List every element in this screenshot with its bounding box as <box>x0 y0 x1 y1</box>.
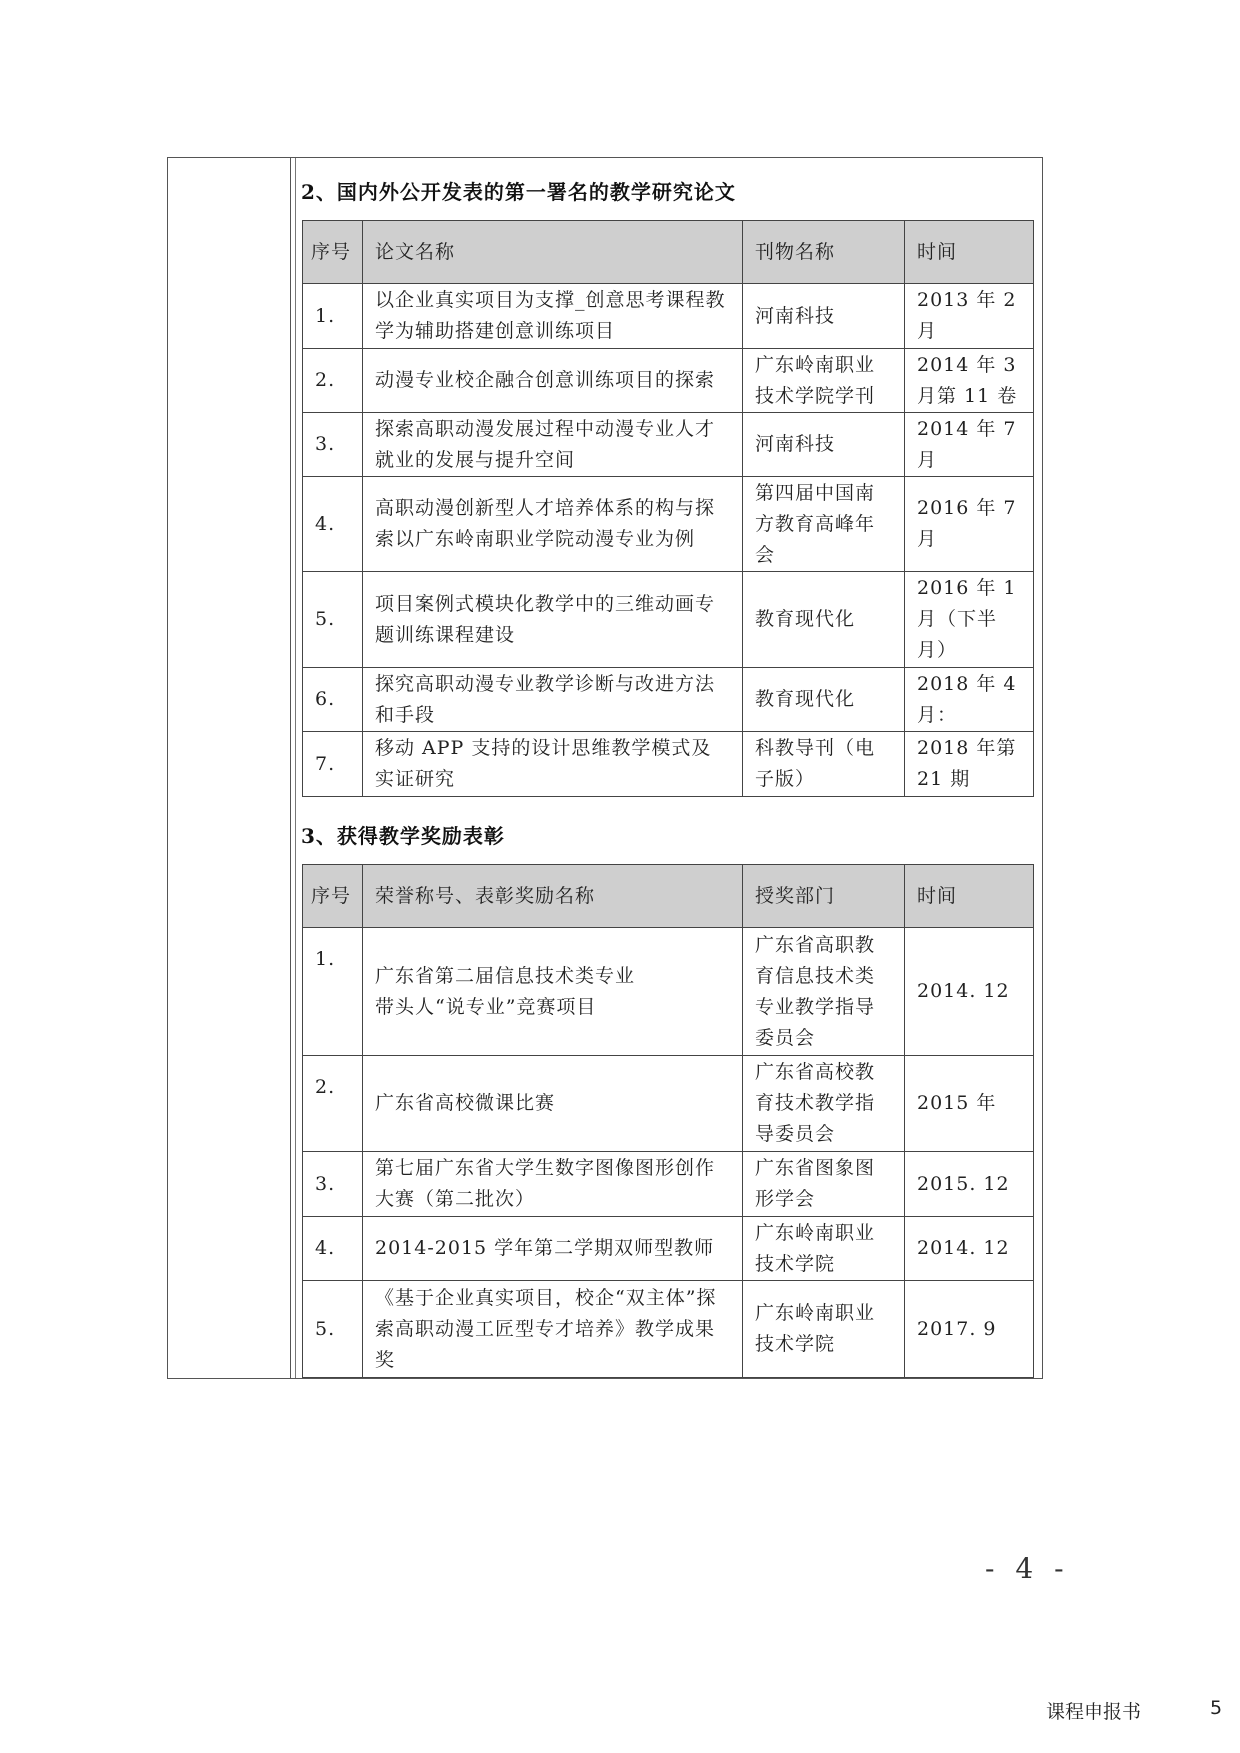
award-name <box>363 928 743 1056</box>
row-num: 3. <box>303 1152 363 1217</box>
table-row <box>303 477 1034 572</box>
table-row <box>303 1152 1034 1217</box>
paper-time: 2018 年 4 月： <box>905 668 1034 732</box>
footer-label: 课程申报书 <box>1046 1701 1142 1723</box>
row-num: 7. <box>303 732 363 797</box>
page-number: - 4 - <box>985 1552 1070 1585</box>
left-column <box>168 158 291 1378</box>
award-name-line2: 带头人“说专业”竞赛项目 <box>375 995 597 1018</box>
journal-name: 河南科技 <box>743 284 905 349</box>
row-num: 4. <box>303 1217 363 1281</box>
section3-title: 3、获得教学奖励表彰 <box>301 824 505 848</box>
award-time: 2014. 12 <box>905 1217 1034 1281</box>
row-num: 4. <box>303 477 363 572</box>
journal-name: 河南科技 <box>743 413 905 477</box>
table-row <box>303 1217 1034 1281</box>
papers-header-row <box>303 221 1034 284</box>
row-num: 2. <box>303 349 363 413</box>
row-num: 6. <box>303 668 363 732</box>
paper-time: 2014 年 3 月第 11 卷 <box>905 349 1034 413</box>
award-dept: 广东岭南职业技术学院 <box>743 1217 905 1281</box>
award-name-line1: 广东省第二届信息技术类专业 <box>375 964 636 987</box>
footer-page-number: 5 <box>1210 1697 1223 1719</box>
table-row <box>303 413 1034 477</box>
row-num: 5. <box>303 572 363 668</box>
paper-time: 2014 年 7 月 <box>905 413 1034 477</box>
award-time: 2015 年 <box>905 1056 1034 1152</box>
col-header-award: 荣誉称号、表彰奖励名称 <box>363 865 743 928</box>
award-dept: 广东省图象图形学会 <box>743 1152 905 1217</box>
table-row <box>303 349 1034 413</box>
award-dept: 广东省高职教育信息技术类专业教学指导委员会 <box>743 928 905 1056</box>
paper-name: 高职动漫创新型人才培养体系的构与探索以广东岭南职业学院动漫专业为例 <box>363 477 743 572</box>
award-dept: 广东省高校教育技术教学指导委员会 <box>743 1056 905 1152</box>
paper-name: 以企业真实项目为支撑_创意思考课程教学为辅助搭建创意训练项目 <box>363 284 743 349</box>
journal-name: 教育现代化 <box>743 572 905 668</box>
row-num: 3. <box>303 413 363 477</box>
journal-name: 教育现代化 <box>743 668 905 732</box>
col-header-name: 论文名称 <box>363 221 743 284</box>
table-row <box>303 732 1034 797</box>
paper-name: 移动 APP 支持的设计思维教学模式及实证研究 <box>363 732 743 797</box>
col-header-journal: 刊物名称 <box>743 221 905 284</box>
row-num: 1. <box>303 284 363 349</box>
row-num: 2. <box>303 1056 363 1152</box>
awards-table <box>302 864 1034 1378</box>
award-name: 《基于企业真实项目，校企“双主体”探索高职动漫工匠型专才培养》教学成果奖 <box>363 1281 743 1378</box>
row-num: 1. <box>303 928 363 1056</box>
row-num: 5. <box>303 1281 363 1378</box>
table-row <box>303 668 1034 732</box>
award-dept: 广东岭南职业技术学院 <box>743 1281 905 1378</box>
award-name: 2014-2015 学年第二学期双师型教师 <box>363 1217 743 1281</box>
table-row <box>303 572 1034 668</box>
award-name: 第七届广东省大学生数字图像图形创作大赛（第二批次） <box>363 1152 743 1217</box>
table-row <box>303 284 1034 349</box>
journal-name: 科教导刊（电子版） <box>743 732 905 797</box>
col-header-num: 序号 <box>303 865 363 928</box>
paper-time: 2016 年 7 月 <box>905 477 1034 572</box>
awards-header-row <box>303 865 1034 928</box>
col-header-dept: 授奖部门 <box>743 865 905 928</box>
col-header-time: 时间 <box>905 865 1034 928</box>
papers-table <box>302 220 1034 797</box>
paper-time: 2018 年第 21 期 <box>905 732 1034 797</box>
table-row <box>303 1056 1034 1152</box>
journal-name: 第四届中国南方教育高峰年会 <box>743 477 905 572</box>
section2-title: 2、国内外公开发表的第一署名的教学研究论文 <box>301 180 736 204</box>
paper-name: 探索高职动漫发展过程中动漫专业人才就业的发展与提升空间 <box>363 413 743 477</box>
paper-time: 2013 年 2 月 <box>905 284 1034 349</box>
award-name: 广东省高校微课比赛 <box>363 1056 743 1152</box>
col-header-time: 时间 <box>905 221 1034 284</box>
award-time: 2015. 12 <box>905 1152 1034 1217</box>
paper-name: 项目案例式模块化教学中的三维动画专题训练课程建设 <box>363 572 743 668</box>
paper-time: 2016 年 1 月（下半月） <box>905 572 1034 668</box>
table-row <box>303 928 1034 1056</box>
journal-name: 广东岭南职业技术学院学刊 <box>743 349 905 413</box>
col-header-num: 序号 <box>303 221 363 284</box>
table-row <box>303 1281 1034 1378</box>
left-column-divider <box>295 158 296 1378</box>
paper-name: 动漫专业校企融合创意训练项目的探索 <box>363 349 743 413</box>
paper-name: 探究高职动漫专业教学诊断与改进方法和手段 <box>363 668 743 732</box>
award-time: 2014. 12 <box>905 928 1034 1056</box>
award-time: 2017. 9 <box>905 1281 1034 1378</box>
